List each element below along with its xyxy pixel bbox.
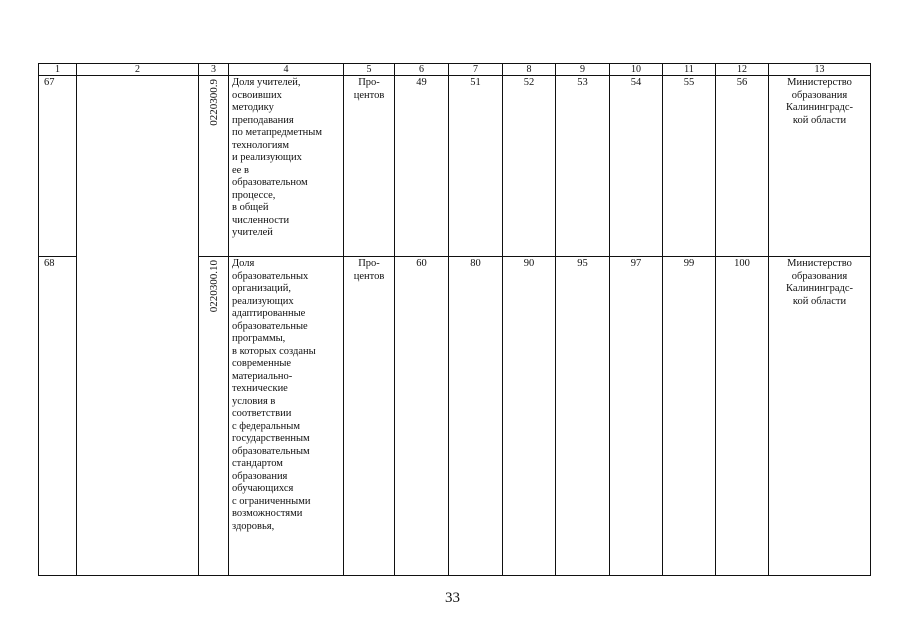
group-cell [77,76,199,576]
value-cell: 60 [395,257,449,576]
header-cell: 8 [503,64,556,76]
header-row [39,64,871,76]
indicator-code: 0220300.9 [207,79,220,126]
row-number: 68 [39,257,77,576]
indicator-table [38,63,871,576]
indicator-code: 0220300.10 [207,260,220,313]
header-cell: 5 [344,64,395,76]
row-number: 67 [39,76,77,257]
header-cell: 7 [449,64,503,76]
header-cell: 1 [39,64,77,76]
unit-cell: Про- центов [344,257,395,576]
header-cell: 10 [610,64,663,76]
page-number: 33 [445,590,460,606]
value-cell: 53 [556,76,610,257]
header-cell: 11 [663,64,716,76]
value-cell: 80 [449,257,503,576]
header-cell: 3 [199,64,229,76]
indicator-name: Доля образовательных организаций, реализующих адаптированные образовательные программы, в которых созданы современные материально- технические условия в соответствии с федеральным государственным образовательным стандартом образования обучающихся с ограниченными возможностями здоровья, [229,257,344,576]
value-cell: 52 [503,76,556,257]
header-cell: 6 [395,64,449,76]
indicator-code-cell [199,76,229,257]
value-cell: 90 [503,257,556,576]
header-cell: 12 [716,64,769,76]
header-cell: 9 [556,64,610,76]
value-cell: 56 [716,76,769,257]
value-cell: 55 [663,76,716,257]
table-row [39,76,871,257]
value-cell: 99 [663,257,716,576]
value-cell: 49 [395,76,449,257]
value-cell: 51 [449,76,503,257]
indicator-name: Доля учителей, освоивших методику преподавания по метапредметным технологиям и реализующих ее в образовательном процессе, в общей численности учителей [229,76,344,257]
responsible-org: Министерство образования Калининградс- кой области [769,257,871,576]
header-cell: 4 [229,64,344,76]
value-cell: 100 [716,257,769,576]
indicator-code-cell [199,257,229,576]
header-cell: 2 [77,64,199,76]
value-cell: 54 [610,76,663,257]
unit-cell: Про- центов [344,76,395,257]
value-cell: 95 [556,257,610,576]
header-cell: 13 [769,64,871,76]
responsible-org: Министерство образования Калининградс- кой области [769,76,871,257]
value-cell: 97 [610,257,663,576]
